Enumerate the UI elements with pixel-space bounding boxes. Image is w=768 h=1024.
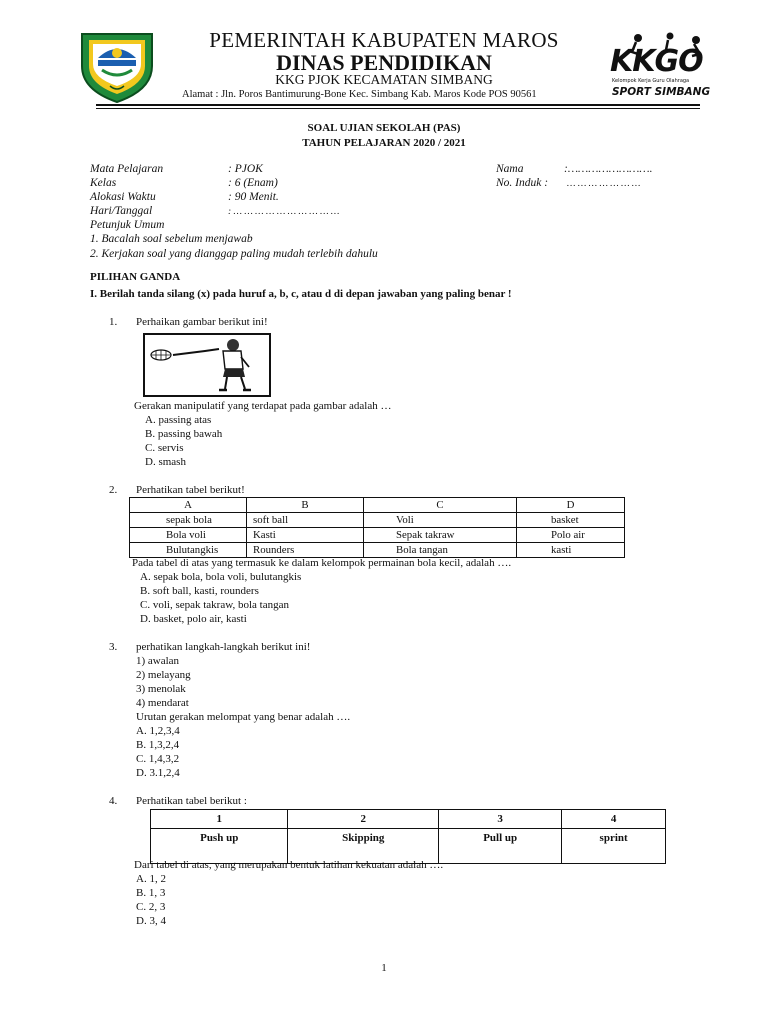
q3-number: 3. [109, 641, 118, 653]
kkgo-logo-text: KKGO [610, 44, 703, 79]
q3-text: perhatikan langkah-langkah berikut ini! [136, 641, 311, 653]
table-cell: Pull up [439, 829, 562, 864]
table-cell: Bola voli [130, 528, 247, 543]
q2-table [129, 497, 625, 558]
table-row [151, 810, 666, 829]
header-government: PEMERINTAH KABUPATEN MAROS [209, 28, 559, 52]
header-rule-thick [96, 104, 700, 106]
q1-image [143, 333, 271, 397]
q1-text: Perhaikan gambar berikut ini! [136, 316, 268, 328]
header-kkg: KKG PJOK KECAMATAN SIMBANG [275, 72, 493, 87]
table-header-cell: 3 [439, 810, 562, 829]
exam-title: SOAL UJIAN SEKOLAH (PAS) [307, 122, 461, 134]
value-date: : … … … … … … … … … … [228, 207, 340, 217]
table-header-cell: D [517, 498, 625, 513]
table-cell: Sepak takraw [364, 528, 517, 543]
q1-option-a: A. passing atas [145, 414, 212, 426]
q4-text: Perhatikan tabel berikut : [136, 795, 247, 807]
section-title: PILIHAN GANDA [90, 271, 181, 283]
q3-option-b: B. 1,3,2,4 [136, 739, 180, 751]
table-cell: Skipping [288, 829, 439, 864]
instruction-2: 2. Kerjakan soal yang dianggap paling mudah terlebih dahulu [90, 248, 378, 260]
table-row [130, 513, 625, 528]
value-subject: : PJOK [228, 163, 263, 175]
q4-option-a: A. 1, 2 [136, 873, 166, 885]
label-duration: Alokasi Waktu [90, 191, 156, 203]
table-header-cell: 4 [562, 810, 666, 829]
table-cell: Bola tangan [364, 543, 517, 558]
value-class: : 6 (Enam) [228, 177, 278, 189]
table-cell: Rounders [247, 543, 364, 558]
label-student-id: No. Induk : [496, 177, 549, 189]
q3-option-c: C. 1,4,3,2 [136, 753, 180, 765]
table-cell: sepak bola [130, 513, 247, 528]
q2-option-a: A. sepak bola, bola voli, bulutangkis [140, 571, 302, 583]
header-agency: DINAS PENDIDIKAN [276, 50, 492, 75]
header-rule-thin [96, 108, 700, 109]
q1-option-b: B. passing bawah [145, 428, 223, 440]
q3-step-3: 3) menolak [136, 683, 186, 695]
q1-number: 1. [109, 316, 118, 328]
table-row [130, 543, 625, 558]
table-cell: soft ball [247, 513, 364, 528]
general-instructions: Petunjuk Umum [90, 219, 165, 231]
q2-question: Pada tabel di atas yang termasuk ke dalam kelompok permainan bola kecil, adalah …. [132, 557, 512, 569]
section-instruction: I. Berilah tanda silang (x) pada huruf a, b, c, atau d di depan jawaban yang paling benar ! [90, 288, 512, 300]
value-duration: : 90 Menit. [228, 191, 279, 203]
table-cell: Polo air [517, 528, 625, 543]
q4-option-d: D. 3, 4 [136, 915, 166, 927]
q4-table [150, 809, 666, 864]
label-date: Hari/Tanggal [90, 205, 153, 217]
q1-option-d: D. smash [145, 456, 186, 468]
table-header-cell: A [130, 498, 247, 513]
table-cell: sprint [562, 829, 666, 864]
q1-question: Gerakan manipulatif yang terdapat pada gambar adalah … [134, 400, 392, 412]
q3-question: Urutan gerakan melompat yang benar adalah …. [136, 711, 351, 723]
q4-number: 4. [109, 795, 118, 807]
q3-step-2: 2) melayang [136, 669, 191, 681]
q2-text: Perhatikan tabel berikut! [136, 484, 245, 496]
table-header-cell: 1 [151, 810, 288, 829]
table-header-cell: C [364, 498, 517, 513]
q2-option-d: D. basket, polo air, kasti [140, 613, 247, 625]
table-header-cell: 2 [288, 810, 439, 829]
label-class: Kelas [90, 177, 117, 189]
value-name: :……………………. [564, 163, 653, 175]
header-address: Alamat : Jln. Poros Bantimurung-Bone Kec. Simbang Kab. Maros Kode POS 90561 [182, 89, 537, 100]
q4-option-b: B. 1, 3 [136, 887, 166, 899]
table-cell: kasti [517, 543, 625, 558]
table-cell: Push up [151, 829, 288, 864]
q4-question: Dari tabel di atas, yang merupakan bentuk latihan kekuatan adalah …. [134, 859, 444, 871]
q2-option-c: C. voli, sepak takraw, bola tangan [140, 599, 289, 611]
q1-option-c: C. servis [145, 442, 184, 454]
value-student-id: … … … … … … … [567, 179, 641, 189]
exam-year: TAHUN PELAJARAN 2020 / 2021 [302, 137, 466, 149]
q2-number: 2. [109, 484, 118, 496]
table-header-cell: B [247, 498, 364, 513]
q3-step-4: 4) mendarat [136, 697, 189, 709]
table-cell: Voli [364, 513, 517, 528]
table-row [130, 528, 625, 543]
q3-option-d: D. 3.1,2,4 [136, 767, 180, 779]
table-cell: Bulutangkis [130, 543, 247, 558]
kkgo-logo-subtitle: Kelompok Kerja Guru Olahraga [612, 78, 690, 84]
table-cell: Kasti [247, 528, 364, 543]
table-row [130, 498, 625, 513]
q4-option-c: C. 2, 3 [136, 901, 166, 913]
page-number: 1 [381, 962, 387, 974]
kkgo-logo-caption: SPORT SIMBANG [612, 86, 711, 98]
kkgo-sport-logo [608, 30, 714, 102]
label-subject: Mata Pelajaran [90, 163, 164, 175]
q3-step-1: 1) awalan [136, 655, 180, 667]
instruction-1: 1. Bacalah soal sebelum menjawab [90, 233, 253, 245]
table-cell: basket [517, 513, 625, 528]
q3-option-a: A. 1,2,3,4 [136, 725, 180, 737]
label-name: Nama [496, 163, 524, 175]
q2-option-b: B. soft ball, kasti, rounders [140, 585, 259, 597]
